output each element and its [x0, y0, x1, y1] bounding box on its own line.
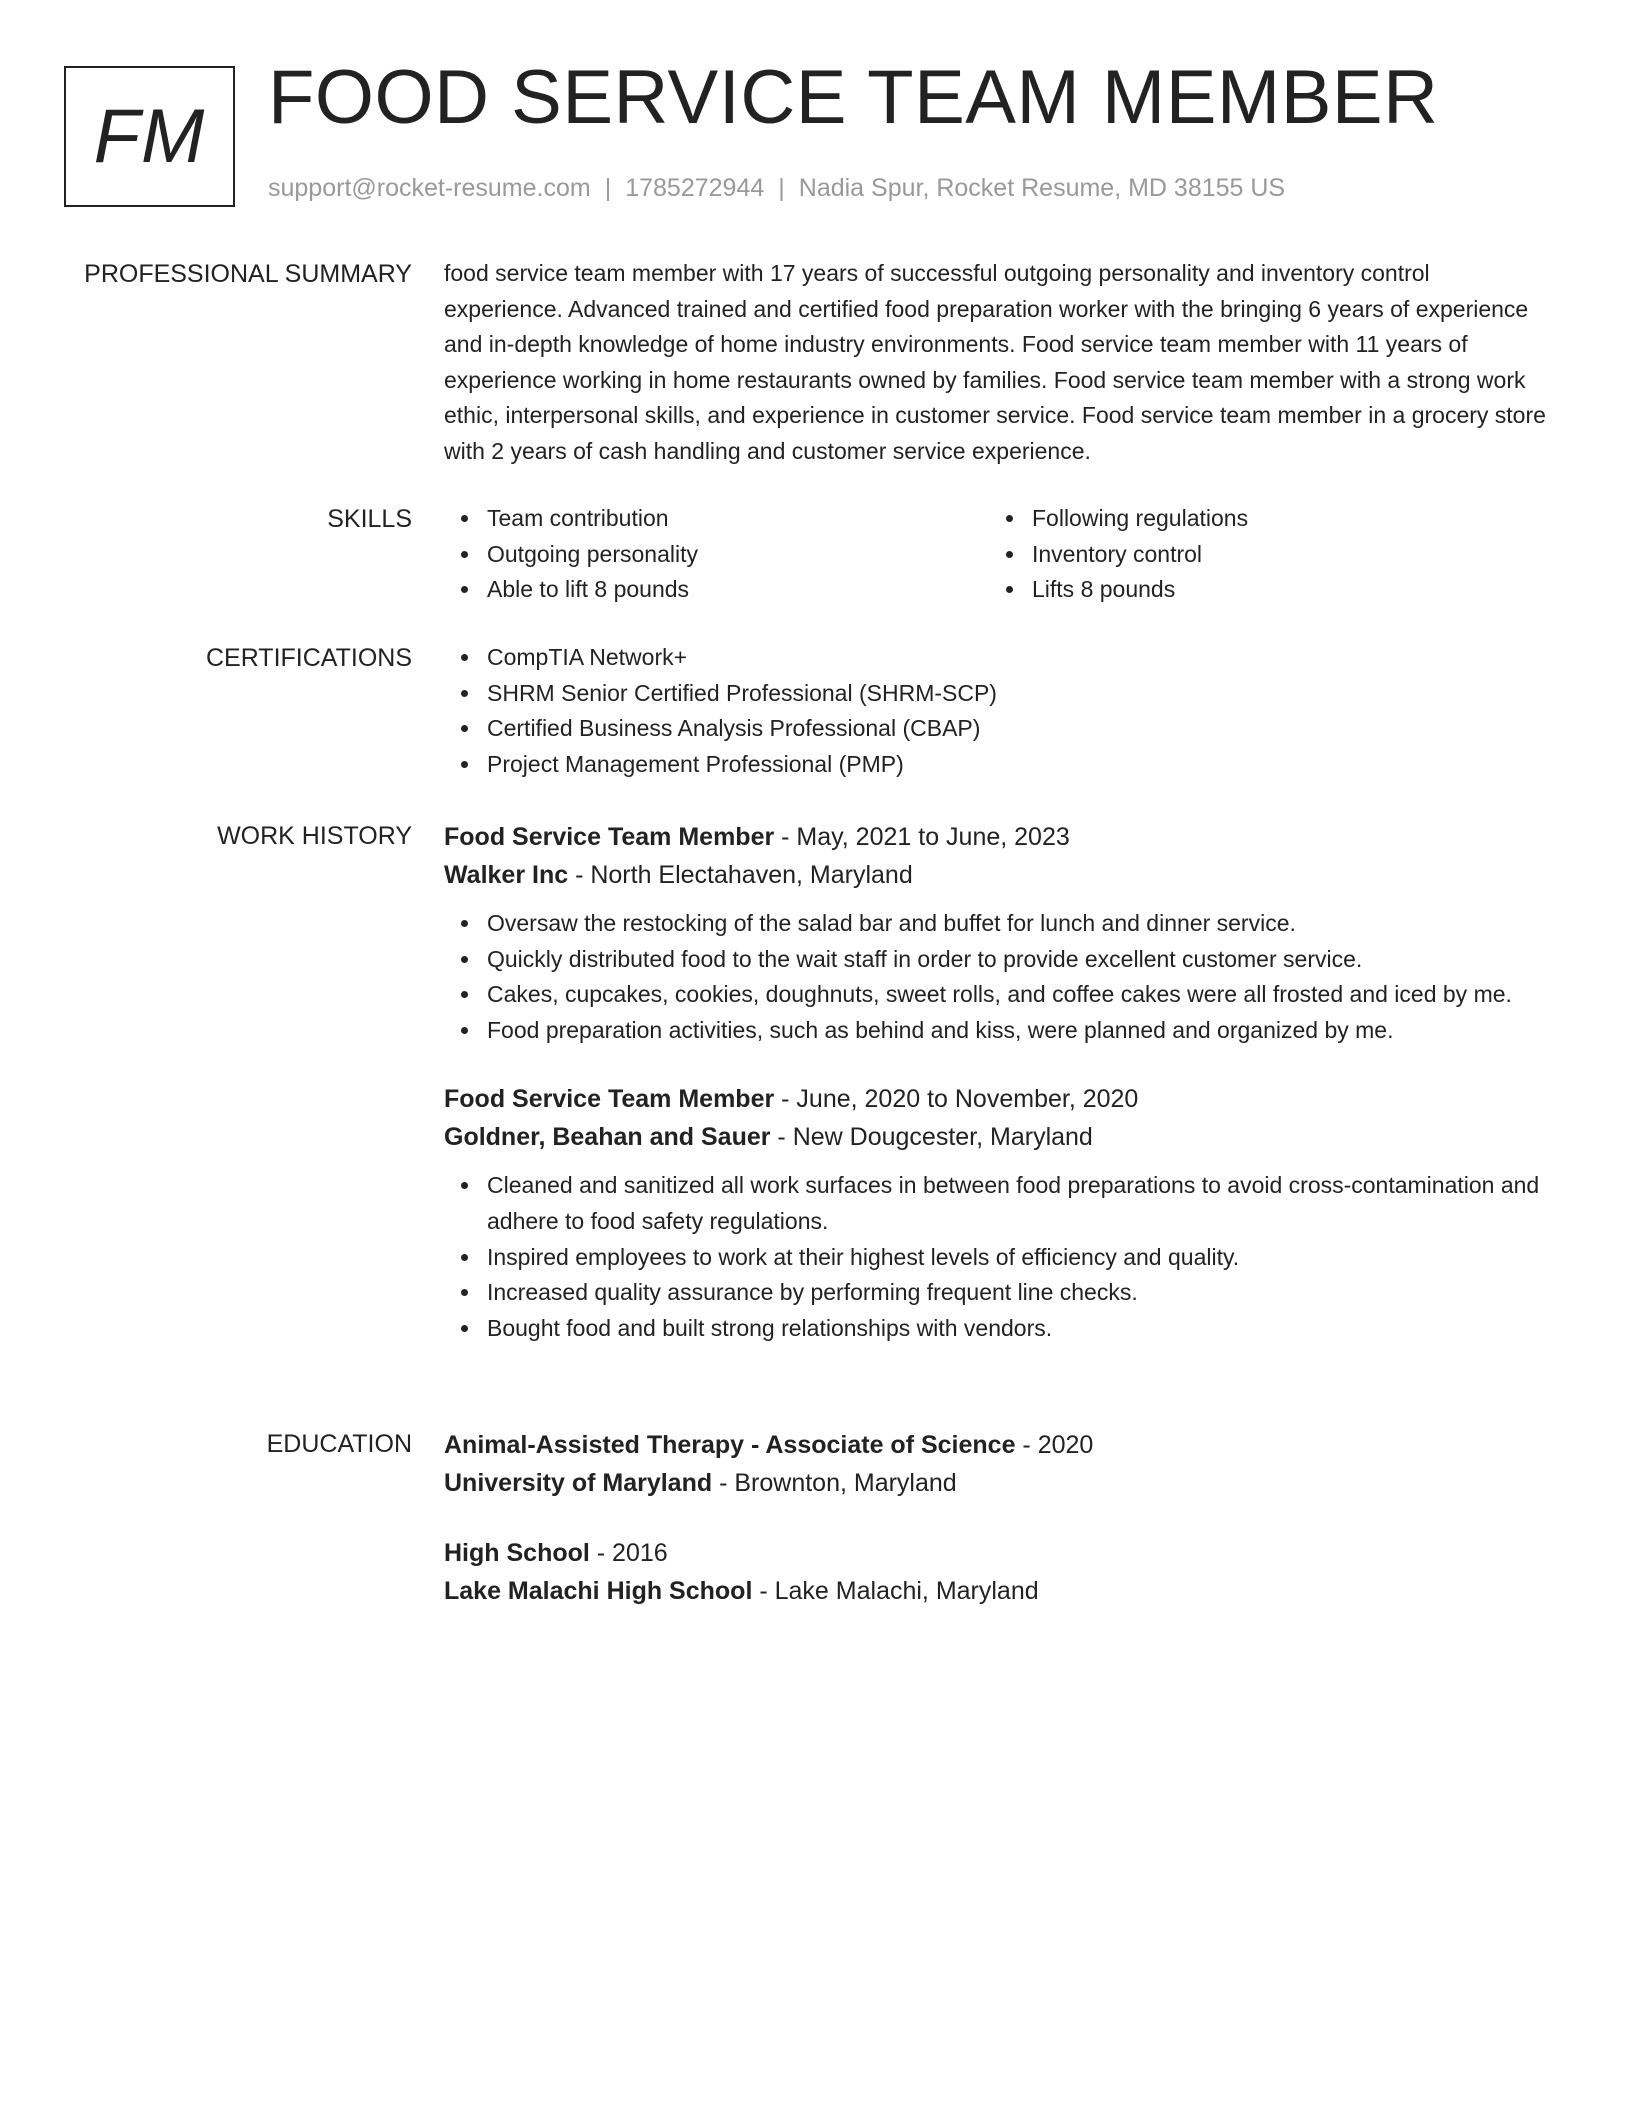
- job-bullet: Inspired employees to work at their highest levels of efficiency and quality.: [444, 1240, 1554, 1276]
- monogram-initials: FM: [93, 93, 206, 179]
- job-bullets: [444, 1168, 1554, 1346]
- education-entry: [444, 1426, 1554, 1502]
- job-bullet: Food preparation activities, such as behind and kiss, were planned and organized by me.: [444, 1013, 1554, 1049]
- education-location: - Brownton, Maryland: [712, 1469, 957, 1497]
- education-location: - Lake Malachi, Maryland: [752, 1577, 1039, 1605]
- skill-item: Able to lift 8 pounds: [444, 572, 989, 608]
- job-role: Food Service Team Member: [444, 1085, 775, 1114]
- skill-item: Inventory control: [989, 537, 1534, 573]
- skill-item: Lifts 8 pounds: [989, 572, 1534, 608]
- job-entry: [444, 818, 1554, 1048]
- job-company-line: [444, 856, 1554, 894]
- section-title-work: WORK HISTORY: [217, 822, 412, 850]
- certification-item: CompTIA Network+: [444, 640, 1554, 676]
- education-degree-line: [444, 1534, 1554, 1572]
- certification-item: Project Management Professional (PMP): [444, 747, 1554, 783]
- education-school: Lake Malachi High School: [444, 1577, 753, 1605]
- certification-item: SHRM Senior Certified Professional (SHRM-SCP): [444, 676, 1554, 712]
- job-dates: - June, 2020 to November, 2020: [774, 1085, 1139, 1114]
- job-bullet: Cakes, cupcakes, cookies, doughnuts, sweet rolls, and coffee cakes were all frosted and iced by me.: [444, 977, 1554, 1013]
- certifications-list: [444, 640, 1554, 782]
- section-title-certifications: CERTIFICATIONS: [205, 644, 412, 672]
- education-school-line: [444, 1464, 1554, 1502]
- education-degree-line: [444, 1426, 1554, 1464]
- job-bullets: [444, 906, 1554, 1048]
- skills-body: [444, 501, 1554, 608]
- education-year: - 2020: [1015, 1431, 1094, 1459]
- job-company: Walker Inc: [444, 861, 569, 889]
- certification-item: Certified Business Analysis Professional (CBAP): [444, 711, 1554, 747]
- education-body: [444, 1426, 1554, 1610]
- section-title-summary: PROFESSIONAL SUMMARY: [84, 260, 412, 288]
- summary-text: food service team member with 17 years of successful outgoing personality and inventory control experience. Advanced trained and certified food preparation worker with the bringing 6 years of experience and in-depth knowledge of home industry environments. Food service team member with 11 years of experience working in home restaurants owned by families. Food service team member with a strong work ethic, interpersonal skills, and experience in customer service. Food service team member in a grocery store with 2 years of cash handling and customer service experience.: [444, 260, 1546, 464]
- skills-grid: [444, 501, 1554, 608]
- education-entry: [444, 1534, 1554, 1610]
- job-company: Goldner, Beahan and Sauer: [444, 1123, 771, 1152]
- education-degree: High School: [444, 1539, 590, 1567]
- skills-list-right: [989, 501, 1534, 608]
- job-role-line: [444, 1080, 1554, 1118]
- contact-line: [268, 173, 1285, 203]
- monogram-box: [64, 66, 235, 207]
- section-title-education: EDUCATION: [266, 1430, 412, 1458]
- skill-item: Outgoing personality: [444, 537, 989, 573]
- job-role: Food Service Team Member: [444, 823, 775, 851]
- job-bullet: Cleaned and sanitized all work surfaces in between food preparations to avoid cross-contamination and adhere to food safety regulations.: [444, 1168, 1554, 1239]
- job-bullet: Quickly distributed food to the wait staff in order to provide excellent customer service.: [444, 942, 1554, 978]
- job-company-line: [444, 1118, 1554, 1156]
- skills-list-left: [444, 501, 989, 608]
- contact-email[interactable]: support@rocket-resume.com: [268, 174, 591, 202]
- skill-item: Following regulations: [989, 501, 1534, 537]
- contact-phone[interactable]: 1785272944: [625, 174, 765, 202]
- contact-separator: |: [604, 174, 612, 202]
- job-bullet: Oversaw the restocking of the salad bar and buffet for lunch and dinner service.: [444, 906, 1554, 942]
- education-year: - 2016: [589, 1539, 668, 1567]
- education-degree: Animal-Assisted Therapy - Associate of Science: [444, 1431, 1016, 1459]
- work-body: [444, 818, 1554, 1346]
- job-location: - North Electahaven, Maryland: [568, 861, 913, 889]
- job-bullet: Bought food and built strong relationships with vendors.: [444, 1311, 1554, 1347]
- skill-item: Team contribution: [444, 501, 989, 537]
- certifications-body: [444, 640, 1554, 782]
- job-role-line: [444, 818, 1554, 856]
- education-school-line: [444, 1572, 1554, 1610]
- job-dates: - May, 2021 to June, 2023: [774, 823, 1070, 851]
- job-bullet: Increased quality assurance by performing frequent line checks.: [444, 1275, 1554, 1311]
- job-location: - New Dougcester, Maryland: [770, 1123, 1093, 1152]
- candidate-title: FOOD SERVICE TEAM MEMBER: [268, 55, 1439, 140]
- job-entry: [444, 1080, 1554, 1346]
- contact-address: Nadia Spur, Rocket Resume, MD 38155 US: [798, 174, 1286, 202]
- summary-body: [444, 256, 1554, 470]
- contact-separator: |: [778, 174, 785, 202]
- section-title-skills: SKILLS: [327, 505, 412, 533]
- education-school: University of Maryland: [444, 1469, 713, 1497]
